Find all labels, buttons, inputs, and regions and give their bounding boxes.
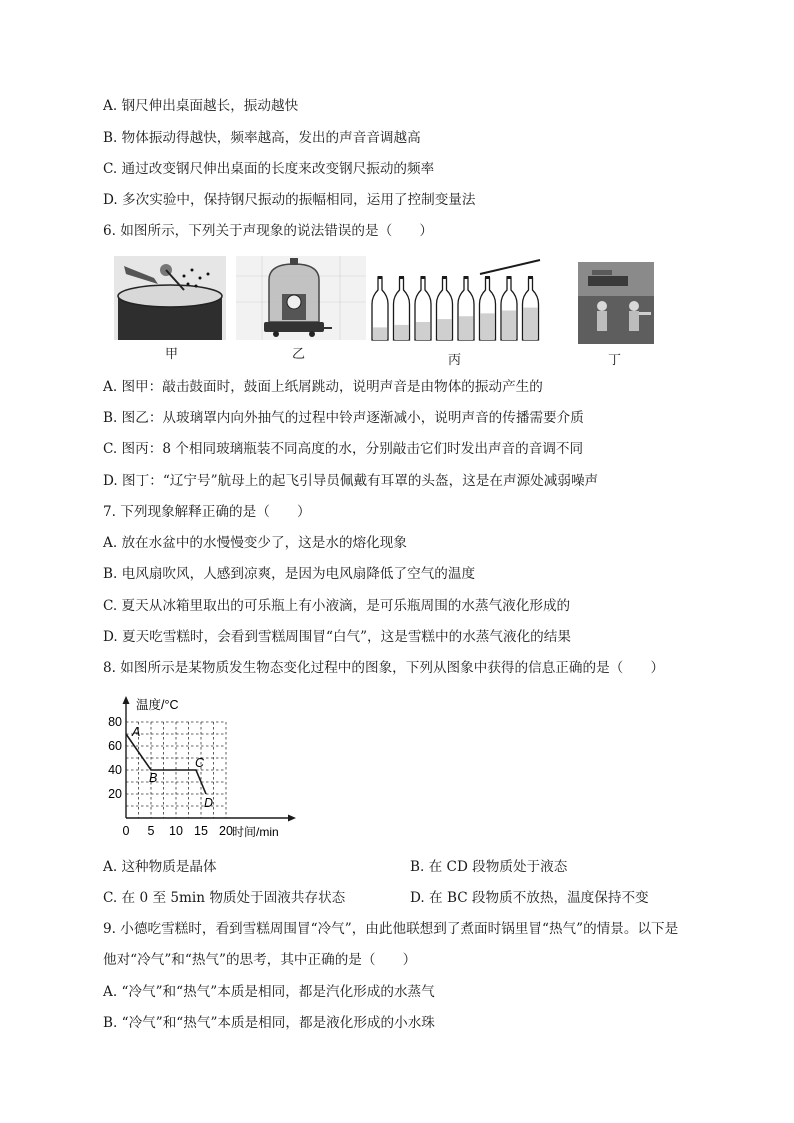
point-label-b: B: [149, 771, 158, 785]
bottle-2: [394, 276, 410, 340]
figure-jia-drum: [114, 256, 226, 340]
x-tick-label: 10: [169, 824, 183, 838]
figure-ding-carrier: [578, 262, 654, 344]
bottle-8: [523, 276, 539, 340]
figure-yi-bell-jar: [236, 256, 366, 340]
x-axis-label: 时间/min: [232, 825, 279, 838]
q5-option-d: D. 多次实验中，保持钢尺振动的振幅相同，运用了控制变量法: [103, 192, 476, 208]
x-tick-label: 15: [194, 824, 208, 838]
bottle-1: [372, 276, 388, 340]
q8-option-b: B. 在 CD 段物质处于液态: [410, 859, 568, 875]
q6-stem: 6. 如图所示，下列关于声现象的说法错误的是（ ）: [103, 223, 433, 239]
caption-jia: 甲: [165, 346, 179, 361]
q5-option-b: B. 物体振动得越快，频率越高，发出的声音音调越高: [103, 130, 421, 146]
q7-option-b: B. 电风扇吹风，人感到凉爽，是因为电风扇降低了空气的温度: [103, 566, 476, 582]
q6-option-a: A. 图甲：敲击鼓面时，鼓面上纸屑跳动，说明声音是由物体的振动产生的: [103, 379, 543, 395]
q6-option-c: C. 图丙：8 个相同玻璃瓶装不同高度的水，分别敲击它们时发出声音的音调不同: [103, 441, 584, 457]
q5-option-c: C. 通过改变钢尺伸出桌面的长度来改变钢尺振动的频率: [103, 161, 435, 177]
y-tick-label: 80: [108, 715, 122, 729]
q7-stem: 7. 下列现象解释正确的是（ ）: [103, 504, 311, 520]
caption-yi: 乙: [292, 346, 306, 361]
bottle-water: [459, 316, 473, 340]
q7-option-d: D. 夏天吃雪糕时，会看到雪糕周围冒“白气”，这是雪糕中的水蒸气液化的结果: [103, 629, 571, 645]
bottle-water: [373, 327, 387, 340]
striking-rod: [480, 260, 540, 274]
caption-bing: 丙: [448, 352, 462, 367]
x-tick-label: 20: [219, 824, 233, 838]
q9-stem-line1: 9. 小德吃雪糕时，看到雪糕周围冒“冷气”，由此他联想到了煮面时锅里冒“热气”的情景。以下是: [103, 921, 679, 937]
temperature-curve: [126, 734, 206, 794]
x-axis-arrow: [288, 815, 296, 822]
point-label-a: A: [132, 725, 141, 739]
bottle-7: [501, 276, 517, 340]
q8-stem: 8. 如图所示是某物质发生物态变化过程中的图象，下列从图象中获得的信息正确的是（ ）: [103, 660, 665, 676]
bottle-water: [524, 308, 538, 340]
x-tick-label: 5: [147, 824, 155, 838]
y-tick-label: 60: [108, 739, 122, 753]
q9-option-a: A. “冷气”和“热气”本质是相同，都是汽化形成的水蒸气: [103, 984, 435, 1000]
q7-option-a: A. 放在水盆中的水慢慢变少了，这是水的熔化现象: [103, 535, 407, 551]
bottle-5: [458, 276, 474, 340]
temperature-time-chart: [106, 690, 296, 838]
caption-ding: 丁: [608, 352, 622, 367]
point-label-c: C: [195, 756, 205, 770]
q8-option-d: D. 在 BC 段物质不放热，温度保持不变: [410, 890, 649, 906]
bottle-water: [395, 325, 409, 340]
y-tick-label: 40: [108, 763, 122, 777]
bottle-water: [438, 319, 452, 340]
bottle-water: [481, 313, 495, 340]
figure-bing-bottles: [368, 256, 544, 346]
q9-option-b: B. “冷气”和“热气”本质是相同，都是液化形成的小水珠: [103, 1015, 435, 1031]
bottle-6: [480, 276, 496, 340]
point-label-d: D: [204, 796, 214, 810]
q7-option-c: C. 夏天从冰箱里取出的可乐瓶上有小液滴，是可乐瓶周围的水蒸气液化形成的: [103, 598, 571, 614]
q6-option-b: B. 图乙：从玻璃罩内向外抽气的过程中铃声逐渐减小，说明声音的传播需要介质: [103, 410, 584, 426]
bottle-4: [437, 276, 453, 340]
y-axis-arrow: [123, 696, 130, 704]
q5-option-a: A. 钢尺伸出桌面越长，振动越快: [103, 98, 299, 114]
y-tick-label: 20: [108, 787, 122, 801]
q9-stem-line2: 他对“冷气”和“热气”的思考，其中正确的是（ ）: [103, 952, 417, 968]
x-tick-label: 0: [122, 824, 130, 838]
bottle-water: [416, 322, 430, 340]
bottle-water: [502, 310, 516, 340]
bottle-3: [415, 276, 431, 340]
q8-option-c: C. 在 0 至 5min 物质处于固液共存状态: [103, 890, 346, 906]
q6-option-d: D. 图丁：“辽宁号”航母上的起飞引导员佩戴有耳罩的头盔，这是在声源处减弱噪声: [103, 473, 599, 489]
q8-option-a: A. 这种物质是晶体: [103, 859, 217, 875]
y-axis-label: 温度/°C: [136, 698, 179, 712]
